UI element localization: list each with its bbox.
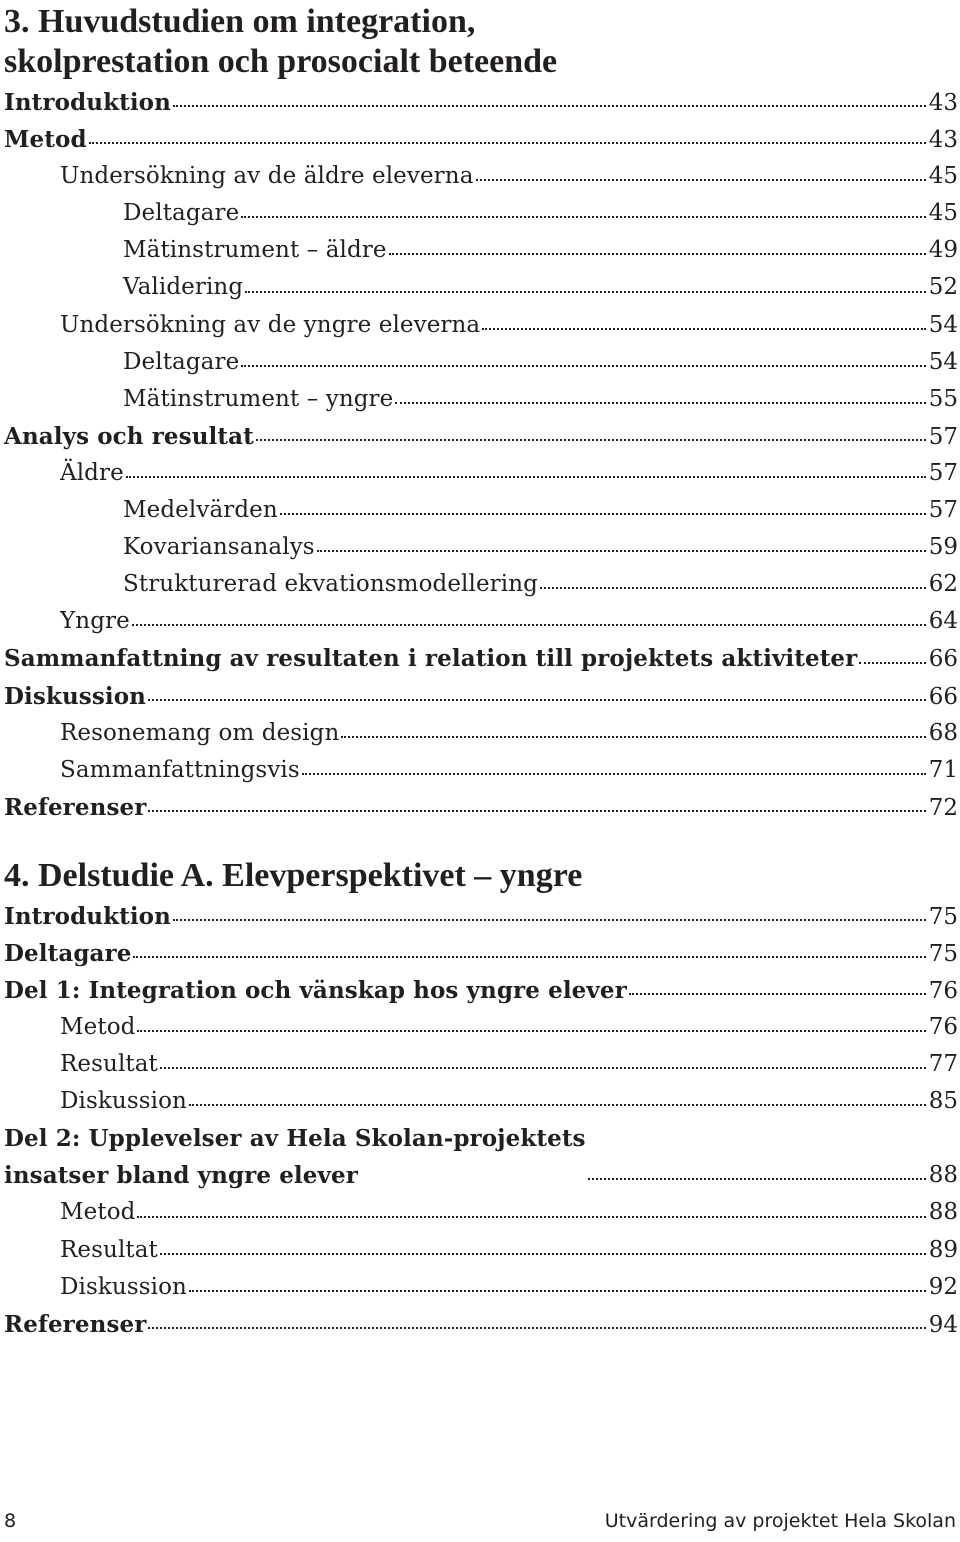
toc-entry-page: 71 (928, 756, 958, 783)
toc-entry-deltagare[interactable] (4, 344, 958, 381)
toc-entry-label: Introduktion (4, 89, 171, 116)
toc-entry-resultat[interactable] (4, 1232, 958, 1269)
toc-entry-page: 49 (928, 237, 958, 264)
toc-entry-introduktion[interactable] (4, 84, 958, 121)
toc-entry-page: 57 (928, 423, 958, 450)
page-footer (4, 1510, 956, 1538)
toc-entry-page: 94 (928, 1311, 958, 1338)
dot-leader (476, 179, 926, 181)
dot-leader (389, 253, 926, 255)
toc-entry-label: Diskussion (4, 682, 146, 710)
dot-leader (132, 624, 926, 626)
toc-entry-page: 45 (928, 163, 958, 190)
toc-entry-diskussion[interactable] (4, 678, 958, 715)
toc-entry-deltagare[interactable] (4, 935, 958, 972)
toc-entry-page: 77 (928, 1051, 958, 1078)
toc-entry-label: Analys och resultat (4, 422, 254, 450)
toc-entry-page: 72 (928, 794, 958, 821)
toc-entry-sammanfattning-av-resultaten[interactable] (4, 640, 958, 677)
dot-leader (148, 810, 925, 812)
dot-leader (173, 919, 926, 921)
toc-page (4, 0, 958, 1343)
dot-leader (317, 550, 926, 552)
dot-leader (588, 1178, 926, 1180)
toc-entry-label: Sammanfattning av resultaten i relation till projektets aktiviteter (4, 645, 858, 673)
toc-entry-page: 85 (928, 1088, 958, 1115)
toc-entry-strukturerad-ekvationsmodellering[interactable] (4, 566, 958, 603)
chapter-4-toc (4, 898, 958, 1343)
toc-entry-metod[interactable] (4, 1009, 958, 1046)
toc-entry-diskussion[interactable] (4, 1083, 958, 1120)
toc-entry-page: 59 (928, 534, 958, 561)
toc-entry-label: Del 1: Integration och vänskap hos yngre elever (4, 977, 627, 1005)
toc-entry-page: 54 (928, 311, 958, 338)
toc-entry-page: 66 (928, 646, 958, 673)
dot-leader (189, 1290, 926, 1292)
toc-entry-page: 43 (928, 127, 958, 154)
toc-entry-del-2[interactable] (4, 1120, 958, 1194)
toc-entry-page: 76 (928, 978, 958, 1005)
toc-entry-metod[interactable] (4, 121, 958, 158)
toc-entry-referenser[interactable] (4, 1306, 958, 1343)
toc-entry-label: Metod (60, 1199, 136, 1226)
dot-leader (280, 513, 926, 515)
toc-entry-label (4, 1120, 586, 1194)
toc-entry-label: Sammanfattningsvis (60, 756, 300, 783)
toc-entry-aldre[interactable] (4, 455, 958, 492)
chapter-4-section (4, 854, 958, 1343)
dot-leader (341, 736, 925, 738)
toc-entry-medelvarden[interactable] (4, 492, 958, 529)
toc-entry-introduktion[interactable] (4, 898, 958, 935)
toc-entry-matinstrument-yngre[interactable] (4, 381, 958, 418)
dot-leader (395, 402, 925, 404)
toc-entry-undersokning-yngre[interactable] (4, 307, 958, 344)
toc-entry-page: 43 (928, 90, 958, 116)
toc-entry-label: Diskussion (60, 1088, 187, 1115)
toc-entry-label: Strukturerad ekvationsmodellering (123, 571, 538, 598)
toc-entry-label: Validering (123, 274, 244, 301)
dot-leader (245, 291, 926, 293)
toc-entry-label: Referenser (4, 793, 147, 821)
dot-leader (126, 476, 926, 478)
toc-entry-resultat[interactable] (4, 1046, 958, 1083)
toc-entry-label: Deltagare (4, 939, 132, 967)
toc-entry-label: Introduktion (4, 902, 171, 930)
dot-leader (160, 1253, 926, 1255)
toc-entry-deltagare[interactable] (4, 195, 958, 232)
toc-entry-validering[interactable] (4, 269, 958, 306)
dot-leader (189, 1104, 926, 1106)
dot-leader (241, 365, 925, 367)
dot-leader (540, 587, 926, 589)
toc-entry-metod[interactable] (4, 1194, 958, 1231)
toc-entry-undersokning-aldre[interactable] (4, 158, 958, 195)
toc-entry-referenser[interactable] (4, 789, 958, 826)
chapter-3-toc (4, 84, 958, 826)
dot-leader (302, 773, 926, 775)
toc-entry-page: 55 (928, 385, 958, 412)
toc-entry-label: Resultat (60, 1236, 158, 1263)
toc-entry-resonemang-om-design[interactable] (4, 715, 958, 752)
toc-entry-page: 57 (928, 459, 958, 486)
toc-entry-label: Äldre (60, 459, 124, 486)
chapter-4-title: 4. Delstudie A. Elevperspektivet – yngre (4, 856, 583, 894)
toc-entry-page: 64 (928, 608, 958, 635)
toc-entry-page: 45 (928, 200, 958, 227)
toc-entry-label: Undersökning av de yngre eleverna (60, 311, 481, 338)
toc-entry-page: 75 (928, 940, 958, 967)
toc-entry-diskussion[interactable] (4, 1269, 958, 1306)
toc-entry-page: 76 (928, 1014, 958, 1041)
dot-leader (160, 1067, 926, 1069)
toc-entry-label-line-1: Del 2: Upplevelser av Hela Skolan-projektets (4, 1125, 586, 1153)
chapter-3-title (4, 0, 958, 82)
dot-leader (137, 1216, 925, 1218)
dot-leader (629, 993, 926, 995)
chapter-3-title-line-2: skolprestation och prosocialt beteende (4, 43, 558, 80)
toc-entry-page: 75 (928, 903, 958, 930)
toc-entry-label: Yngre (60, 608, 130, 635)
toc-entry-label: Medelvärden (123, 497, 278, 524)
dot-leader (256, 439, 926, 441)
dot-leader (133, 956, 925, 958)
toc-entry-page: 57 (928, 497, 958, 524)
toc-entry-page: 54 (928, 348, 958, 375)
toc-entry-page: 62 (928, 571, 958, 598)
toc-entry-page: 92 (928, 1273, 958, 1300)
dot-leader (859, 662, 925, 664)
toc-entry-label: Resonemang om design (60, 719, 340, 746)
dot-leader (137, 1030, 925, 1032)
dot-leader (148, 1327, 925, 1329)
toc-entry-page: 52 (928, 274, 958, 301)
toc-entry-label: Undersökning av de äldre eleverna (60, 163, 474, 190)
toc-entry-label: Mätinstrument – äldre (123, 237, 387, 264)
toc-entry-page: 68 (928, 719, 958, 746)
dot-leader (173, 105, 926, 107)
toc-entry-label: Deltagare (123, 200, 240, 227)
footer-publication-title: Utvärdering av projektet Hela Skolan (604, 1510, 956, 1532)
toc-entry-label-line-2: insatser bland yngre elever (4, 1162, 358, 1190)
toc-entry-label: Mätinstrument – yngre (123, 385, 394, 412)
toc-entry-page: 88 (928, 1199, 958, 1226)
toc-entry-label: Diskussion (60, 1273, 187, 1300)
toc-entry-page: 89 (928, 1236, 958, 1263)
dot-leader (89, 142, 926, 144)
toc-entry-page: 66 (928, 683, 958, 710)
toc-entry-label: Resultat (60, 1051, 158, 1078)
toc-entry-label: Metod (4, 126, 87, 154)
toc-entry-del-1[interactable] (4, 972, 958, 1009)
toc-entry-label: Referenser (4, 1310, 147, 1338)
toc-entry-sammanfattningsvis[interactable] (4, 752, 958, 789)
dot-leader (241, 216, 925, 218)
toc-entry-label: Deltagare (123, 348, 240, 375)
dot-leader (482, 328, 925, 330)
toc-entry-analys-och-resultat[interactable] (4, 418, 958, 455)
toc-entry-kovariansanalys[interactable] (4, 529, 958, 566)
toc-entry-matinstrument-aldre[interactable] (4, 232, 958, 269)
toc-entry-label: Metod (60, 1014, 136, 1041)
footer-page-number: 8 (4, 1510, 17, 1532)
toc-entry-yngre[interactable] (4, 603, 958, 640)
toc-entry-label: Kovariansanalys (123, 534, 315, 561)
dot-leader (148, 699, 926, 701)
toc-entry-page: 88 (928, 1162, 958, 1189)
chapter-3-title-line-1: 3. Huvudstudien om integration, (4, 3, 476, 40)
